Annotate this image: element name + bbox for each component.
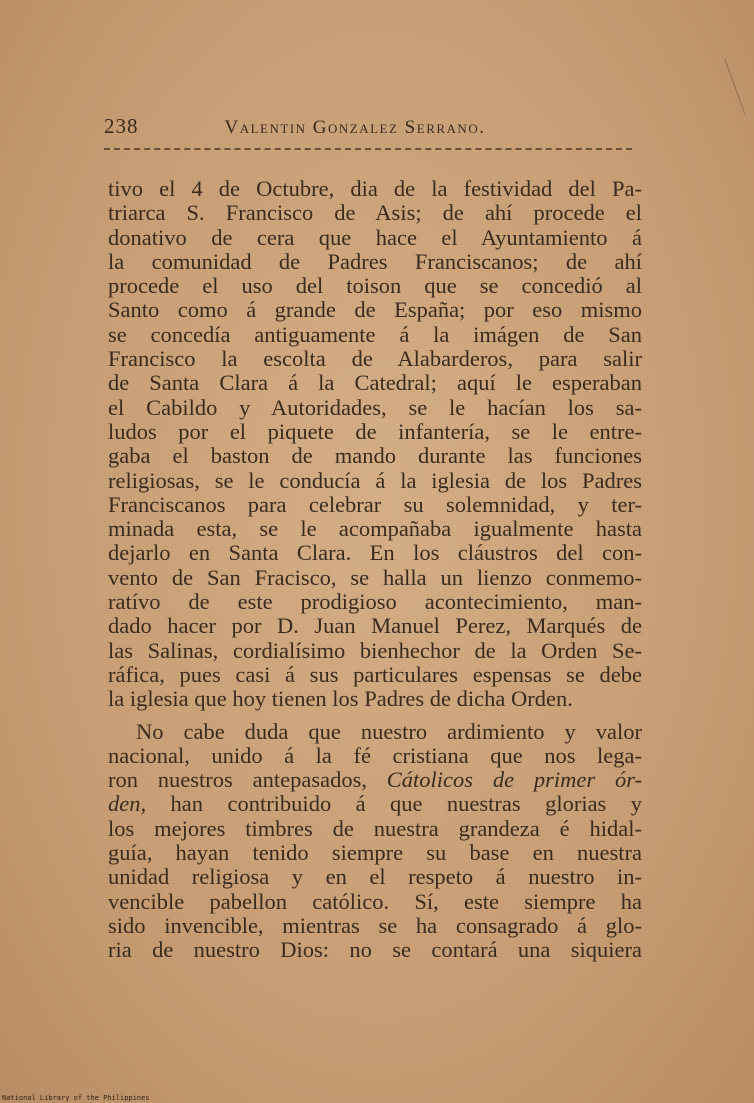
paragraph-2 xyxy=(108,720,642,963)
text-line xyxy=(108,768,642,792)
text-line: minada esta, se le acompañaba igualmente hasta xyxy=(108,517,642,542)
text-line: se concedía antiguamente á la imágen de San xyxy=(108,322,642,347)
paragraph-1 xyxy=(108,177,642,712)
page-number: 238 xyxy=(104,114,139,138)
italic-phrase: den, xyxy=(108,792,147,817)
text-line: nacional, unido á la fé cristiana que nos lega- xyxy=(108,743,642,768)
text-run: ron nuestros antepasados, xyxy=(108,768,387,793)
text-line: guía, hayan tenido siempre su base en nuestra xyxy=(108,841,642,866)
text-line: dejarlo en Santa Clara. En los cláustros del con- xyxy=(108,541,642,566)
text-line: procede el uso del toison que se concedió al xyxy=(108,274,642,299)
text-line: sido invencible, mientras se ha consagrado á glo- xyxy=(108,913,642,938)
header-rule xyxy=(104,148,632,150)
running-title: Valentin Gonzalez Serrano. xyxy=(224,117,486,138)
text-line: No cabe duda que nuestro ardimiento y valor xyxy=(136,719,642,744)
text-line: vencible pabellon católico. Sí, este siempre ha xyxy=(108,889,642,914)
text-run: han contribuido á que nuestras glorias y xyxy=(146,792,642,817)
text-line: triarca S. Francisco de Asis; de ahí procede el xyxy=(108,201,642,226)
text-line: unidad religiosa y en el respeto á nuestro in- xyxy=(108,865,642,890)
text-line: donativo de cera que hace el Ayuntamiento á xyxy=(108,225,642,250)
text-line: ratívo de este prodigioso acontecimiento, man- xyxy=(108,590,642,615)
text-line: vento de San Fracisco, se halla un lienzo conmemo- xyxy=(108,565,642,590)
text-line: los mejores timbres de nuestra grandeza é hidal- xyxy=(108,816,642,841)
text-line: religiosas, se le conducía á la iglesia de los Padres xyxy=(108,468,642,493)
body-text xyxy=(108,177,642,963)
text-line: ludos por el piquete de infantería, se le entre- xyxy=(108,419,642,444)
text-line: la iglesia que hoy tienen los Padres de dicha Orden. xyxy=(108,687,573,712)
text-line: dado hacer por D. Juan Manuel Perez, Marqués de xyxy=(108,614,642,639)
text-line: ráfica, pues casi á sus particulares espensas se debe xyxy=(108,662,642,687)
footer-credit: National Library of the Philippines xyxy=(2,1094,150,1102)
text-line: de Santa Clara á la Catedral; aquí le esperaban xyxy=(108,371,642,396)
text-line xyxy=(108,792,642,816)
paper-crease xyxy=(707,59,745,122)
page-header xyxy=(104,114,644,144)
text-line: gaba el baston de mando durante las funciones xyxy=(108,444,642,469)
text-line: Franciscanos para celebrar su solemnidad, y ter- xyxy=(108,492,642,517)
text-line: la comunidad de Padres Franciscanos; de ahí xyxy=(108,249,642,274)
text-line: Francisco la escolta de Alabarderos, para salir xyxy=(108,347,642,372)
text-line: Santo como á grande de España; por eso mismo xyxy=(108,298,642,323)
text-line: las Salinas, cordialísimo bienhechor de la Orden Se- xyxy=(108,638,642,663)
text-line: tivo el 4 de Octubre, dia de la festividad del Pa- xyxy=(108,177,642,201)
text-line: el Cabildo y Autoridades, se le hacían los sa- xyxy=(108,395,642,420)
italic-phrase: Cátolicos de primer ór- xyxy=(386,768,642,793)
text-line: ria de nuestro Dios: no se contará una siquiera xyxy=(108,938,642,963)
